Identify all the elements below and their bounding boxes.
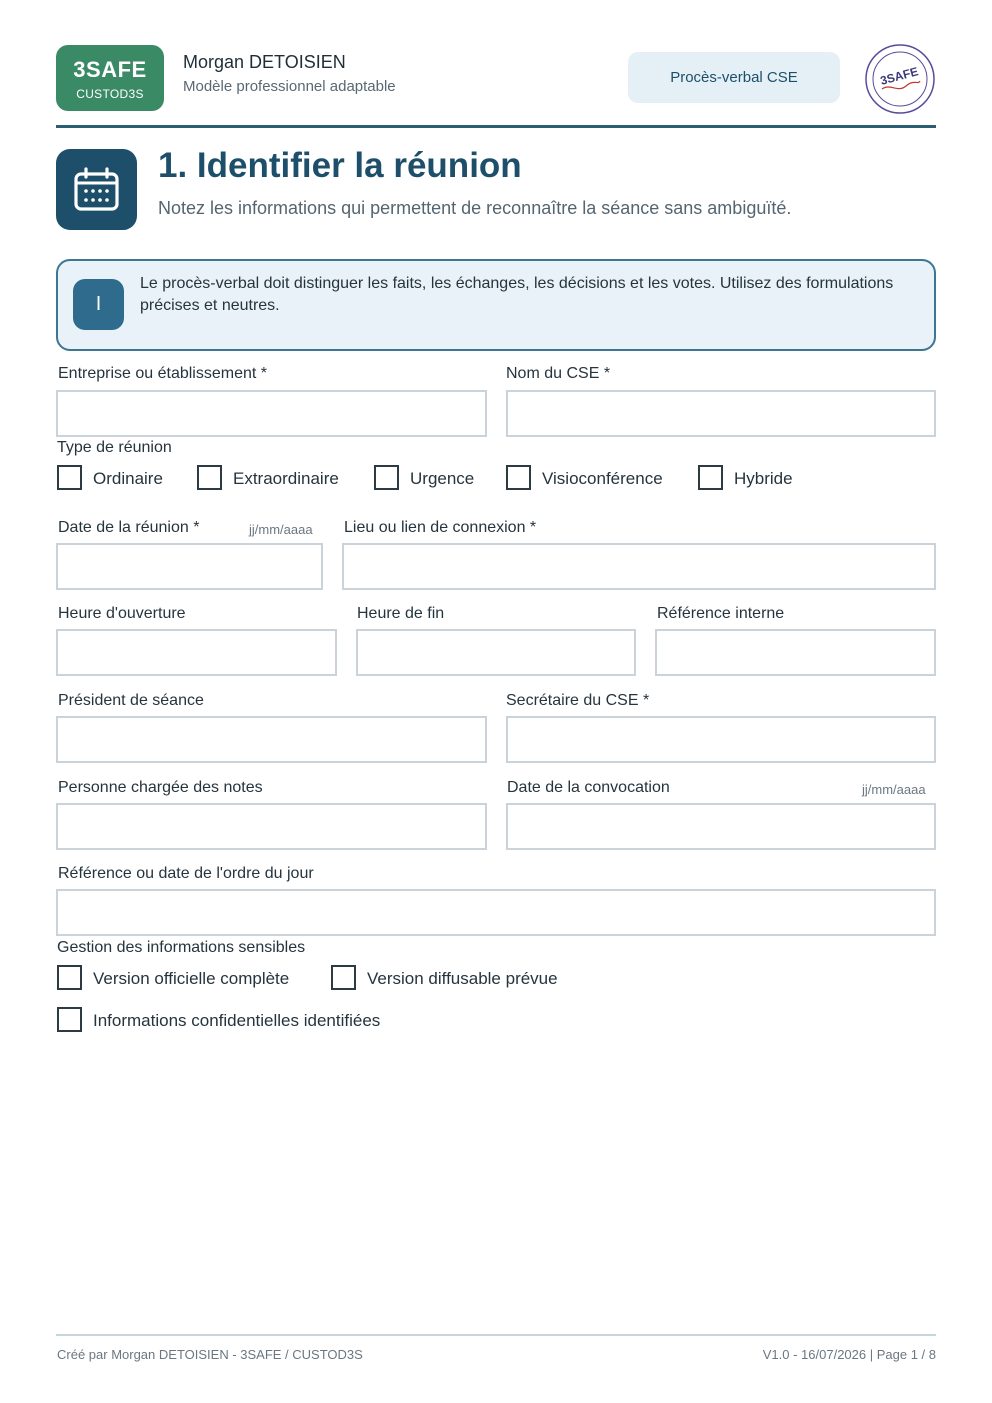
section-icon-tile: [56, 149, 137, 230]
checkbox-ordinaire[interactable]: [57, 465, 82, 490]
calendar-icon: [73, 166, 120, 213]
option-version-diffusable-label: Version diffusable prévue: [367, 969, 558, 988]
lieu-label: Lieu ou lien de connexion *: [344, 519, 537, 536]
ordre-jour-field[interactable]: [56, 889, 936, 936]
secretaire-field[interactable]: [506, 716, 936, 763]
option-extraordinaire-label: Extraordinaire: [233, 469, 339, 488]
sensibles-label: Gestion des informations sensibles: [57, 939, 306, 956]
checkbox-hybride[interactable]: [698, 465, 723, 490]
president-field[interactable]: [56, 716, 487, 763]
nom-cse-field[interactable]: [506, 390, 936, 437]
author-name: Morgan DETOISIEN: [183, 52, 346, 72]
reference-interne-field[interactable]: [655, 629, 936, 676]
section-subtitle: Notez les informations qui permettent de reconnaître la séance sans ambiguïté.: [158, 198, 792, 218]
reference-interne-label: Référence interne: [657, 605, 785, 622]
footer-divider: [56, 1334, 936, 1336]
document-type-badge: Procès-verbal CSE: [628, 52, 840, 103]
footer-credit: Créé par Morgan DETOISIEN - 3SAFE / CUSTOD3S: [57, 1347, 363, 1362]
president-label: Président de séance: [58, 692, 204, 709]
checkbox-visioconference[interactable]: [506, 465, 531, 490]
svg-text:3SAFE: 3SAFE: [878, 64, 920, 88]
secretaire-label: Secrétaire du CSE *: [506, 692, 650, 709]
info-text: Le procès-verbal doit distinguer les faits, les échanges, les décisions et les votes. Utilisez des formulations précises et neutres.: [140, 275, 894, 314]
date-reunion-label: Date de la réunion *: [58, 519, 200, 536]
brand-logo: [56, 45, 164, 111]
heure-fin-label: Heure de fin: [357, 605, 445, 622]
date-reunion-hint: jj/mm/aaaa: [249, 522, 313, 537]
author-subtitle: Modèle professionnel adaptable: [183, 78, 396, 95]
section-title: 1. Identifier la réunion: [158, 146, 522, 185]
footer-page-info: V1.0 - 16/07/2026 | Page 1 / 8: [762, 1347, 936, 1362]
option-version-officielle-label: Version officielle complète: [93, 969, 290, 988]
entreprise-label: Entreprise ou établissement *: [58, 365, 267, 382]
brand-logo-sub: CUSTOD3S: [76, 87, 144, 101]
entreprise-field[interactable]: [56, 390, 487, 437]
nom-cse-label: Nom du CSE *: [506, 365, 611, 382]
checkbox-version-diffusable[interactable]: [331, 965, 356, 990]
notes-field[interactable]: [56, 803, 487, 850]
heure-ouverture-label: Heure d'ouverture: [58, 605, 186, 622]
checkbox-informations-confidentielles[interactable]: [57, 1007, 82, 1032]
option-informations-confidentielles-label: Informations confidentielles identifiées: [93, 1011, 381, 1030]
heure-fin-field[interactable]: [356, 629, 636, 676]
ordre-jour-label: Référence ou date de l'ordre du jour: [58, 865, 314, 882]
option-visioconference-label: Visioconférence: [542, 469, 663, 488]
notes-label: Personne chargée des notes: [58, 779, 263, 796]
date-reunion-field[interactable]: [56, 543, 323, 590]
company-stamp: [864, 43, 936, 115]
lieu-field[interactable]: [342, 543, 936, 590]
brand-logo-main: 3SAFE: [73, 57, 147, 82]
header-divider: [56, 125, 936, 128]
option-hybride-label: Hybride: [734, 469, 793, 488]
convocation-hint: jj/mm/aaaa: [862, 782, 926, 797]
convocation-label: Date de la convocation: [507, 779, 670, 796]
option-ordinaire-label: Ordinaire: [93, 469, 163, 488]
option-urgence-label: Urgence: [410, 469, 475, 488]
checkbox-extraordinaire[interactable]: [197, 465, 222, 490]
type-reunion-label: Type de réunion: [57, 439, 172, 456]
checkbox-urgence[interactable]: [374, 465, 399, 490]
convocation-field[interactable]: [506, 803, 936, 850]
checkbox-version-officielle[interactable]: [57, 965, 82, 990]
info-badge: I: [73, 279, 124, 330]
heure-ouverture-field[interactable]: [56, 629, 337, 676]
